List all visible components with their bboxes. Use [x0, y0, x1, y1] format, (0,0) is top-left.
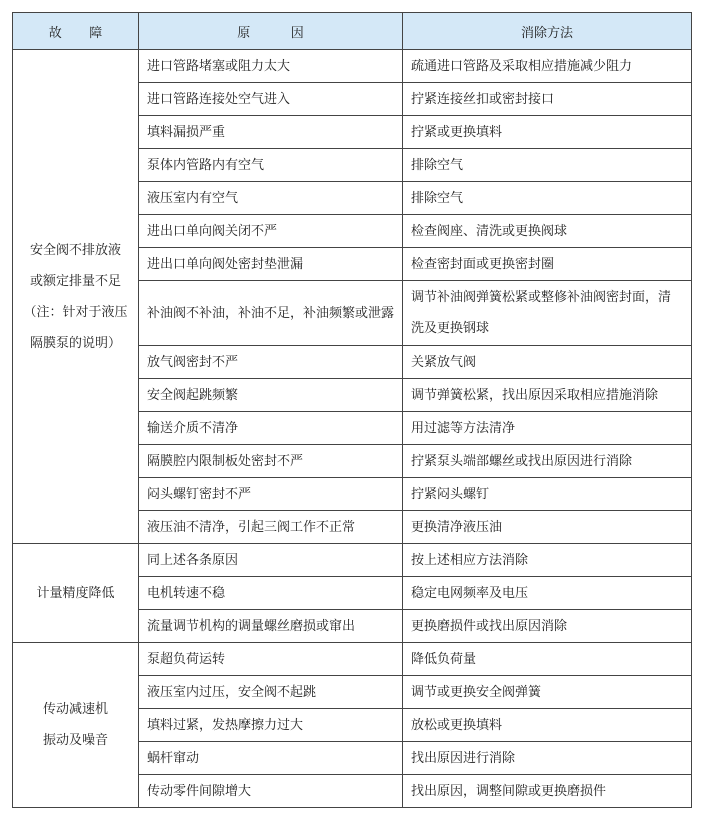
cause-cell: 传动零件间隙增大 [139, 775, 403, 808]
cause-cell: 放气阀密封不严 [139, 346, 403, 379]
remedy-cell: 拧紧或更换填料 [403, 116, 692, 149]
cause-cell: 蜗杆窜动 [139, 742, 403, 775]
remedy-cell: 用过滤等方法清净 [403, 412, 692, 445]
remedy-cell: 排除空气 [403, 149, 692, 182]
cause-cell: 电机转速不稳 [139, 577, 403, 610]
troubleshooting-table [12, 12, 692, 808]
cause-cell: 安全阀起跳频繁 [139, 379, 403, 412]
remedy-cell: 关紧放气阀 [403, 346, 692, 379]
remedy-cell: 按上述相应方法消除 [403, 544, 692, 577]
cause-cell: 输送介质不清净 [139, 412, 403, 445]
cause-cell: 流量调节机构的调量螺丝磨损或窜出 [139, 610, 403, 643]
cause-cell: 补油阀不补油，补油不足，补油频繁或泄露 [139, 281, 403, 346]
remedy-cell: 调节补油阀弹簧松紧或整修补油阀密封面，清洗及更换钢球 [403, 281, 692, 346]
remedy-cell: 检查阀座、清洗或更换阀球 [403, 215, 692, 248]
remedy-column-header: 消除方法 [403, 13, 692, 50]
table-row [13, 50, 692, 83]
remedy-cell: 调节或更换安全阀弹簧 [403, 676, 692, 709]
remedy-cell: 拧紧泵头端部螺丝或找出原因进行消除 [403, 445, 692, 478]
remedy-cell: 找出原因进行消除 [403, 742, 692, 775]
cause-cell: 闷头螺钉密封不严 [139, 478, 403, 511]
remedy-cell: 拧紧连接丝扣或密封接口 [403, 83, 692, 116]
cause-cell: 填料过紧，发热摩擦力过大 [139, 709, 403, 742]
cause-cell: 泵体内管路内有空气 [139, 149, 403, 182]
fault-cell [13, 643, 139, 808]
fault-text: 传动减速机 振动及噪音 [42, 702, 108, 748]
cause-cell: 液压油不清净，引起三阀工作不正常 [139, 511, 403, 544]
cause-cell: 液压室内有空气 [139, 182, 403, 215]
cause-cell: 同上述各条原因 [139, 544, 403, 577]
fault-cell [13, 50, 139, 544]
cause-cell: 进出口单向阀关闭不严 [139, 215, 403, 248]
table-row [13, 643, 692, 676]
remedy-cell: 更换清净液压油 [403, 511, 692, 544]
fault-column-header: 故 障 [13, 13, 139, 50]
cause-cell: 隔膜腔内限制板处密封不严 [139, 445, 403, 478]
cause-cell: 填料漏损严重 [139, 116, 403, 149]
remedy-cell: 找出原因，调整间隙或更换磨损件 [403, 775, 692, 808]
table-row [13, 544, 692, 577]
cause-column-header: 原 因 [139, 13, 403, 50]
fault-text: 安全阀不排放液 或额定排量不足 （注：针对于液压 隔膜泵的说明） [23, 242, 128, 351]
remedy-cell: 检查密封面或更换密封圈 [403, 248, 692, 281]
cause-cell: 进口管路连接处空气进入 [139, 83, 403, 116]
header-row [13, 13, 692, 50]
cause-cell: 泵超负荷运转 [139, 643, 403, 676]
remedy-cell: 排除空气 [403, 182, 692, 215]
fault-cell [13, 544, 139, 643]
remedy-cell: 拧紧闷头螺钉 [403, 478, 692, 511]
fault-text: 计量精度降低 [36, 585, 115, 601]
cause-cell: 进出口单向阀处密封垫泄漏 [139, 248, 403, 281]
remedy-cell: 放松或更换填料 [403, 709, 692, 742]
remedy-cell: 调节弹簧松紧，找出原因采取相应措施消除 [403, 379, 692, 412]
remedy-cell: 更换磨损件或找出原因消除 [403, 610, 692, 643]
remedy-cell: 疏通进口管路及采取相应措施减少阻力 [403, 50, 692, 83]
cause-cell: 液压室内过压，安全阀不起跳 [139, 676, 403, 709]
cause-cell: 进口管路堵塞或阻力太大 [139, 50, 403, 83]
remedy-cell: 降低负荷量 [403, 643, 692, 676]
remedy-cell: 稳定电网频率及电压 [403, 577, 692, 610]
table-body [13, 50, 692, 808]
